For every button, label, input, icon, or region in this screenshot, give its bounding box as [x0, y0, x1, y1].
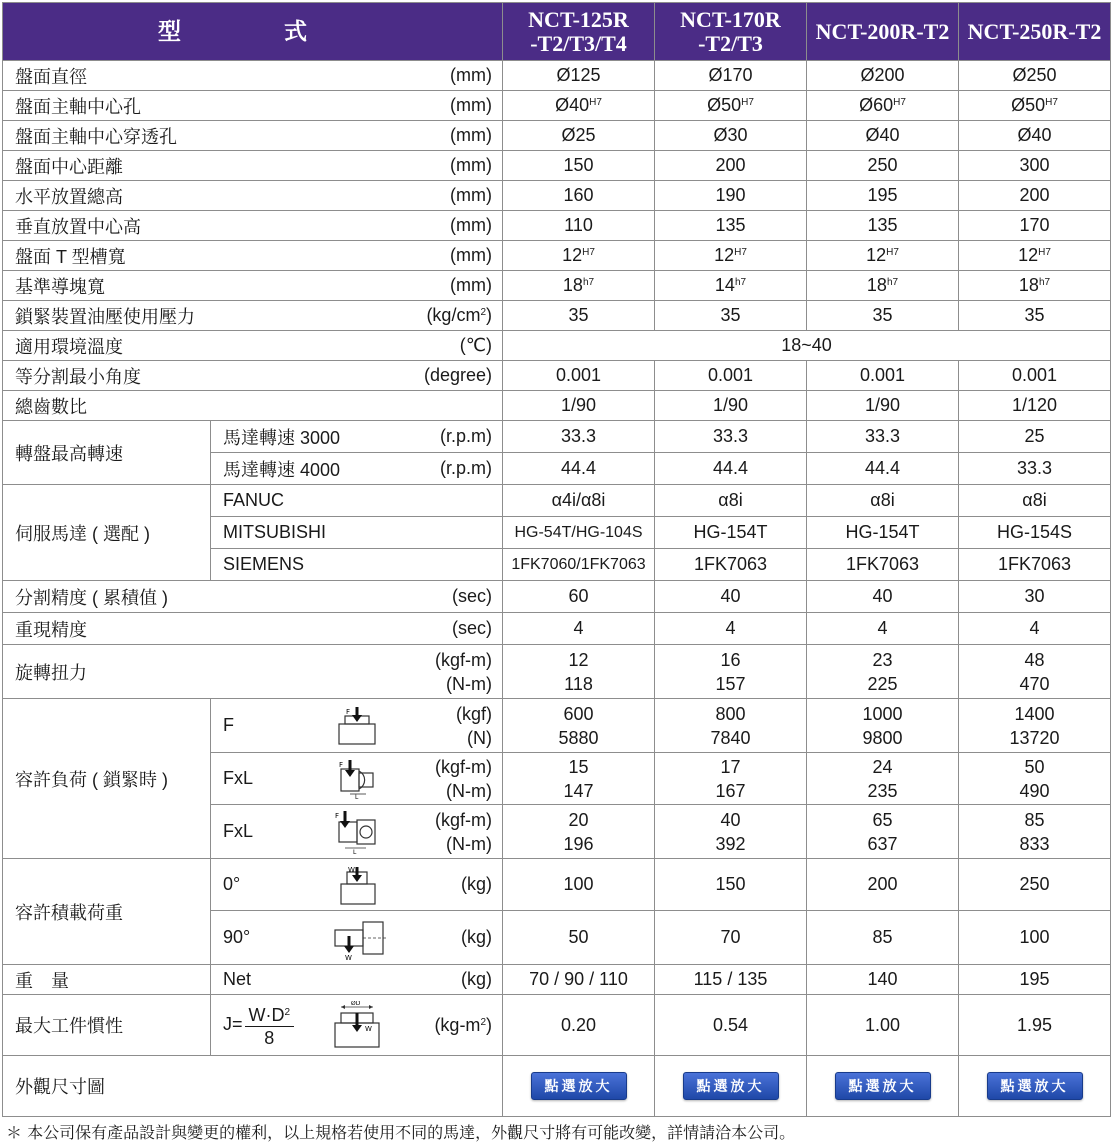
cell-value: 115 / 135: [655, 965, 807, 995]
payload-90-diagram: [331, 911, 383, 965]
cell-value: 70: [655, 911, 807, 965]
row-weight: [3, 965, 1111, 995]
cell-value: 1.00: [807, 995, 959, 1056]
cell-value: 0.001: [807, 361, 959, 391]
cell-value: 100: [959, 911, 1111, 965]
row-label: 最大工件慣性: [3, 995, 211, 1056]
payload-vertical-icon: [331, 916, 391, 960]
cell-value: 33.3: [503, 421, 655, 453]
svg-text:F: F: [338, 760, 343, 769]
svg-text:F: F: [334, 811, 339, 820]
cell-value: 50 490: [959, 753, 1111, 805]
cell-value: 85 833: [959, 805, 1111, 859]
cell-value: α4i/α8i: [503, 485, 655, 517]
row-unit: (kgf-m) (N-m): [383, 805, 503, 859]
row-label: 重現精度: [3, 613, 383, 645]
inertia-formula: J= $\frac{W\cdot D^2}{8}$: [211, 995, 331, 1056]
row-temp: [3, 331, 1111, 361]
svg-text:L: L: [352, 848, 356, 854]
row-dims: [3, 1056, 1111, 1117]
cell-value: 48 470: [959, 645, 1111, 699]
cell-value: $12^{H7}$: [959, 241, 1111, 271]
row-unit: (mm): [383, 121, 503, 151]
cell-value: 4: [807, 613, 959, 645]
sub-label: 馬達轉速 3000: [211, 421, 383, 453]
row-label: 重 量: [3, 965, 211, 995]
cell-value: 800 7840: [655, 699, 807, 753]
sub-label: Net: [211, 965, 383, 995]
group-label-load: 容許負荷 ( 鎖緊時 ): [3, 699, 211, 859]
cell-value: 0.001: [959, 361, 1111, 391]
row-label: 盤面直徑: [3, 61, 383, 91]
cell-value: 35: [807, 301, 959, 331]
load-f-diagram: [331, 699, 383, 753]
cell-value: 70 / 90 / 110: [503, 965, 655, 995]
sub-label: MITSUBISHI: [211, 517, 503, 549]
cell-value: 200: [807, 859, 959, 911]
cell-value: HG-154T: [807, 517, 959, 549]
cell-value: [503, 1056, 655, 1117]
row-unit: (℃): [383, 331, 503, 361]
cell-value: $Ø50^{H7}$: [959, 91, 1111, 121]
enlarge-button[interactable]: 點選放大: [683, 1072, 779, 1100]
cell-value: 1FK7063: [655, 549, 807, 581]
row-angle: [3, 361, 1111, 391]
cell-value: 44.4: [655, 453, 807, 485]
row-label: 等分割最小角度: [3, 361, 383, 391]
row-unit: (kgf) (N): [383, 699, 503, 753]
cell-value: Ø125: [503, 61, 655, 91]
cell-value-span: 18~40: [503, 331, 1111, 361]
row-repeat: [3, 613, 1111, 645]
row-inertia: [3, 995, 1111, 1056]
sub-label: SIEMENS: [211, 549, 503, 581]
row-unit: (sec): [383, 581, 503, 613]
cell-value: 300: [959, 151, 1111, 181]
cell-value: 190: [655, 181, 807, 211]
row-unit: (r.p.m): [383, 421, 503, 453]
cell-value: α8i: [655, 485, 807, 517]
cell-value: 140: [807, 965, 959, 995]
svg-text:W: W: [344, 953, 352, 960]
cell-value: α8i: [807, 485, 959, 517]
cell-value: 44.4: [807, 453, 959, 485]
load-fxl-diagram: [331, 753, 383, 805]
cell-value: 35: [959, 301, 1111, 331]
model-header: NCT-125R -T2/T3/T4: [503, 3, 655, 61]
svg-text:ØD: ØD: [350, 1001, 360, 1007]
row-unit: (mm): [383, 91, 503, 121]
row-hole: [3, 91, 1111, 121]
cell-value: $18^{h7}$: [807, 271, 959, 301]
row-vert: [3, 211, 1111, 241]
inertia-diagram: [331, 995, 383, 1056]
cell-value: 50: [503, 911, 655, 965]
row-unit: (mm): [383, 61, 503, 91]
cell-value: $18^{h7}$: [959, 271, 1111, 301]
row-label: 基準導塊寬: [3, 271, 383, 301]
group-label-payload: 容許積載荷重: [3, 859, 211, 965]
row-label: 盤面中心距離: [3, 151, 383, 181]
cell-value: $18^{h7}$: [503, 271, 655, 301]
cell-value: 150: [503, 151, 655, 181]
row-label: 垂直放置中心高: [3, 211, 383, 241]
cell-value: 1/90: [655, 391, 807, 421]
moment-diagram-icon: [335, 759, 379, 799]
cell-value: 65 637: [807, 805, 959, 859]
row-unit: (mm): [383, 241, 503, 271]
cell-value: 33.3: [959, 453, 1111, 485]
cell-value: 1FK7060/1FK7063: [503, 549, 655, 581]
row-label: 鎖緊裝置油壓使用壓力: [3, 301, 383, 331]
sub-label: FxL: [211, 753, 331, 805]
sub-label: 0°: [211, 859, 331, 911]
row-label: 盤面 T 型槽寬: [3, 241, 383, 271]
cell-value: Ø250: [959, 61, 1111, 91]
cell-value: 1/90: [503, 391, 655, 421]
cell-value: 40: [807, 581, 959, 613]
cell-value: HG-54T/HG-104S: [503, 517, 655, 549]
row-unit: (mm): [383, 211, 503, 241]
cell-value: 40: [655, 581, 807, 613]
sub-label: FANUC: [211, 485, 503, 517]
cell-value: 1000 9800: [807, 699, 959, 753]
enlarge-button[interactable]: 點選放大: [987, 1072, 1083, 1100]
enlarge-button[interactable]: 點選放大: [835, 1072, 931, 1100]
cell-value: 60: [503, 581, 655, 613]
cell-value: Ø25: [503, 121, 655, 151]
cell-value: 250: [959, 859, 1111, 911]
footnote: ＊ 本公司保有產品設計與變更的權利，以上規格若使用不同的馬達，外觀尺寸將有可能改變，詳情請洽本公司。: [6, 1123, 796, 1142]
cell-value: 44.4: [503, 453, 655, 485]
cell-value: 195: [959, 965, 1111, 995]
row-center: [3, 151, 1111, 181]
sub-label: 馬達轉速 4000: [211, 453, 383, 485]
cell-value: 4: [959, 613, 1111, 645]
cell-value: 4: [503, 613, 655, 645]
row-tslot: [3, 241, 1111, 271]
cell-value: $12^{H7}$: [807, 241, 959, 271]
cell-value: 16 157: [655, 645, 807, 699]
row-unit: $(kg-m^2)$: [383, 995, 503, 1056]
cell-value: 135: [807, 211, 959, 241]
cell-value: 40 392: [655, 805, 807, 859]
enlarge-button[interactable]: 點選放大: [531, 1072, 627, 1100]
cell-value: 15 147: [503, 753, 655, 805]
cell-value: 12 118: [503, 645, 655, 699]
payload-0-diagram: [331, 859, 383, 911]
cell-value: $12^{H7}$: [503, 241, 655, 271]
cell-value: [807, 1056, 959, 1117]
cell-value: 1FK7063: [807, 549, 959, 581]
row-label: 水平放置總高: [3, 181, 383, 211]
row-label: 分割精度 ( 累積值 ): [3, 581, 383, 613]
cell-value: 35: [503, 301, 655, 331]
cell-value: Ø200: [807, 61, 959, 91]
model-header: NCT-200R-T2: [807, 3, 959, 61]
load-fxl2-diagram: [331, 805, 383, 859]
cell-value: 24 235: [807, 753, 959, 805]
cell-value: 150: [655, 859, 807, 911]
group-label-speed: 轉盤最高轉速: [3, 421, 211, 485]
svg-text:W: W: [347, 865, 355, 874]
row-speed-3000: [3, 421, 1111, 453]
header-title: 型 式: [3, 3, 503, 61]
cell-value: $Ø60^{H7}$: [807, 91, 959, 121]
cell-value: 0.54: [655, 995, 807, 1056]
model-header: NCT-170R -T2/T3: [655, 3, 807, 61]
cell-value: 0.001: [655, 361, 807, 391]
row-label: 盤面主軸中心孔: [3, 91, 383, 121]
row-label: 旋轉扭力: [3, 645, 383, 699]
load-diagram-icon: [335, 706, 379, 746]
inertia-diagram-icon: [331, 1001, 383, 1049]
cell-value: Ø40: [959, 121, 1111, 151]
cell-value: $Ø50^{H7}$: [655, 91, 807, 121]
cell-value: 30: [959, 581, 1111, 613]
row-label: 外觀尺寸圖: [3, 1056, 503, 1117]
cell-value: HG-154T: [655, 517, 807, 549]
row-servo-fanuc: [3, 485, 1111, 517]
cell-value: Ø30: [655, 121, 807, 151]
cell-value: 1FK7063: [959, 549, 1111, 581]
row-unit: (kg): [383, 911, 503, 965]
cell-value: 195: [807, 181, 959, 211]
row-press: [3, 301, 1111, 331]
row-key: [3, 271, 1111, 301]
row-horiz: [3, 181, 1111, 211]
row-label: 盤面主軸中心穿透孔: [3, 121, 383, 151]
cell-value: 23 225: [807, 645, 959, 699]
cell-value: $14^{h7}$: [655, 271, 807, 301]
cell-value: 200: [655, 151, 807, 181]
row-unit: (kgf-m) (N-m): [383, 753, 503, 805]
moment-side-diagram-icon: [333, 810, 381, 854]
row-unit: (sec): [383, 613, 503, 645]
cell-value: 200: [959, 181, 1111, 211]
cell-value: 20 196: [503, 805, 655, 859]
row-unit: (r.p.m): [383, 453, 503, 485]
row-ratio: [3, 391, 1111, 421]
svg-text:W: W: [364, 1025, 372, 1033]
sub-label: F: [211, 699, 331, 753]
cell-value: 170: [959, 211, 1111, 241]
row-payload-0: [3, 859, 1111, 911]
cell-value: 33.3: [807, 421, 959, 453]
cell-value: 1400 13720: [959, 699, 1111, 753]
cell-value: 1/90: [807, 391, 959, 421]
cell-value: α8i: [959, 485, 1111, 517]
cell-value: $12^{H7}$: [655, 241, 807, 271]
row-index: [3, 581, 1111, 613]
row-torque: [3, 645, 1111, 699]
cell-value: 17 167: [655, 753, 807, 805]
cell-value: 35: [655, 301, 807, 331]
row-unit: (mm): [383, 151, 503, 181]
row-unit: (mm): [383, 271, 503, 301]
cell-value: 1/120: [959, 391, 1111, 421]
cell-value: 0.20: [503, 995, 655, 1056]
svg-text:F: F: [345, 707, 350, 716]
cell-value: 600 5880: [503, 699, 655, 753]
sub-label: 90°: [211, 911, 331, 965]
cell-value: $Ø40^{H7}$: [503, 91, 655, 121]
cell-value: Ø170: [655, 61, 807, 91]
cell-value: 135: [655, 211, 807, 241]
svg-text:L: L: [354, 793, 358, 799]
cell-value: 100: [503, 859, 655, 911]
row-unit: (kgf-m) (N-m): [383, 645, 503, 699]
sub-label: FxL: [211, 805, 331, 859]
cell-value: [959, 1056, 1111, 1117]
cell-value: 1.95: [959, 995, 1111, 1056]
cell-value: [655, 1056, 807, 1117]
cell-value: 250: [807, 151, 959, 181]
cell-value: 4: [655, 613, 807, 645]
row-load-f: [3, 699, 1111, 753]
cell-value: 160: [503, 181, 655, 211]
row-unit: (mm): [383, 181, 503, 211]
spec-table: [2, 2, 1111, 1117]
row-label: 適用環境溫度: [3, 331, 383, 361]
cell-value: HG-154S: [959, 517, 1111, 549]
cell-value: 85: [807, 911, 959, 965]
cell-value: 25: [959, 421, 1111, 453]
cell-value: 110: [503, 211, 655, 241]
payload-horizontal-icon: [335, 864, 379, 906]
row-unit: (degree): [383, 361, 503, 391]
cell-value: Ø40: [807, 121, 959, 151]
row-dia: [3, 61, 1111, 91]
group-label-servo: 伺服馬達 ( 選配 ): [3, 485, 211, 581]
row-unit: $(kg/cm^2)$: [383, 301, 503, 331]
row-unit: (kg): [383, 965, 503, 995]
model-header: NCT-250R-T2: [959, 3, 1111, 61]
cell-value: 0.001: [503, 361, 655, 391]
row-unit: (kg): [383, 859, 503, 911]
header-row: [3, 3, 1111, 61]
cell-value: 33.3: [655, 421, 807, 453]
row-thru: [3, 121, 1111, 151]
row-label: 總齒數比: [3, 391, 503, 421]
